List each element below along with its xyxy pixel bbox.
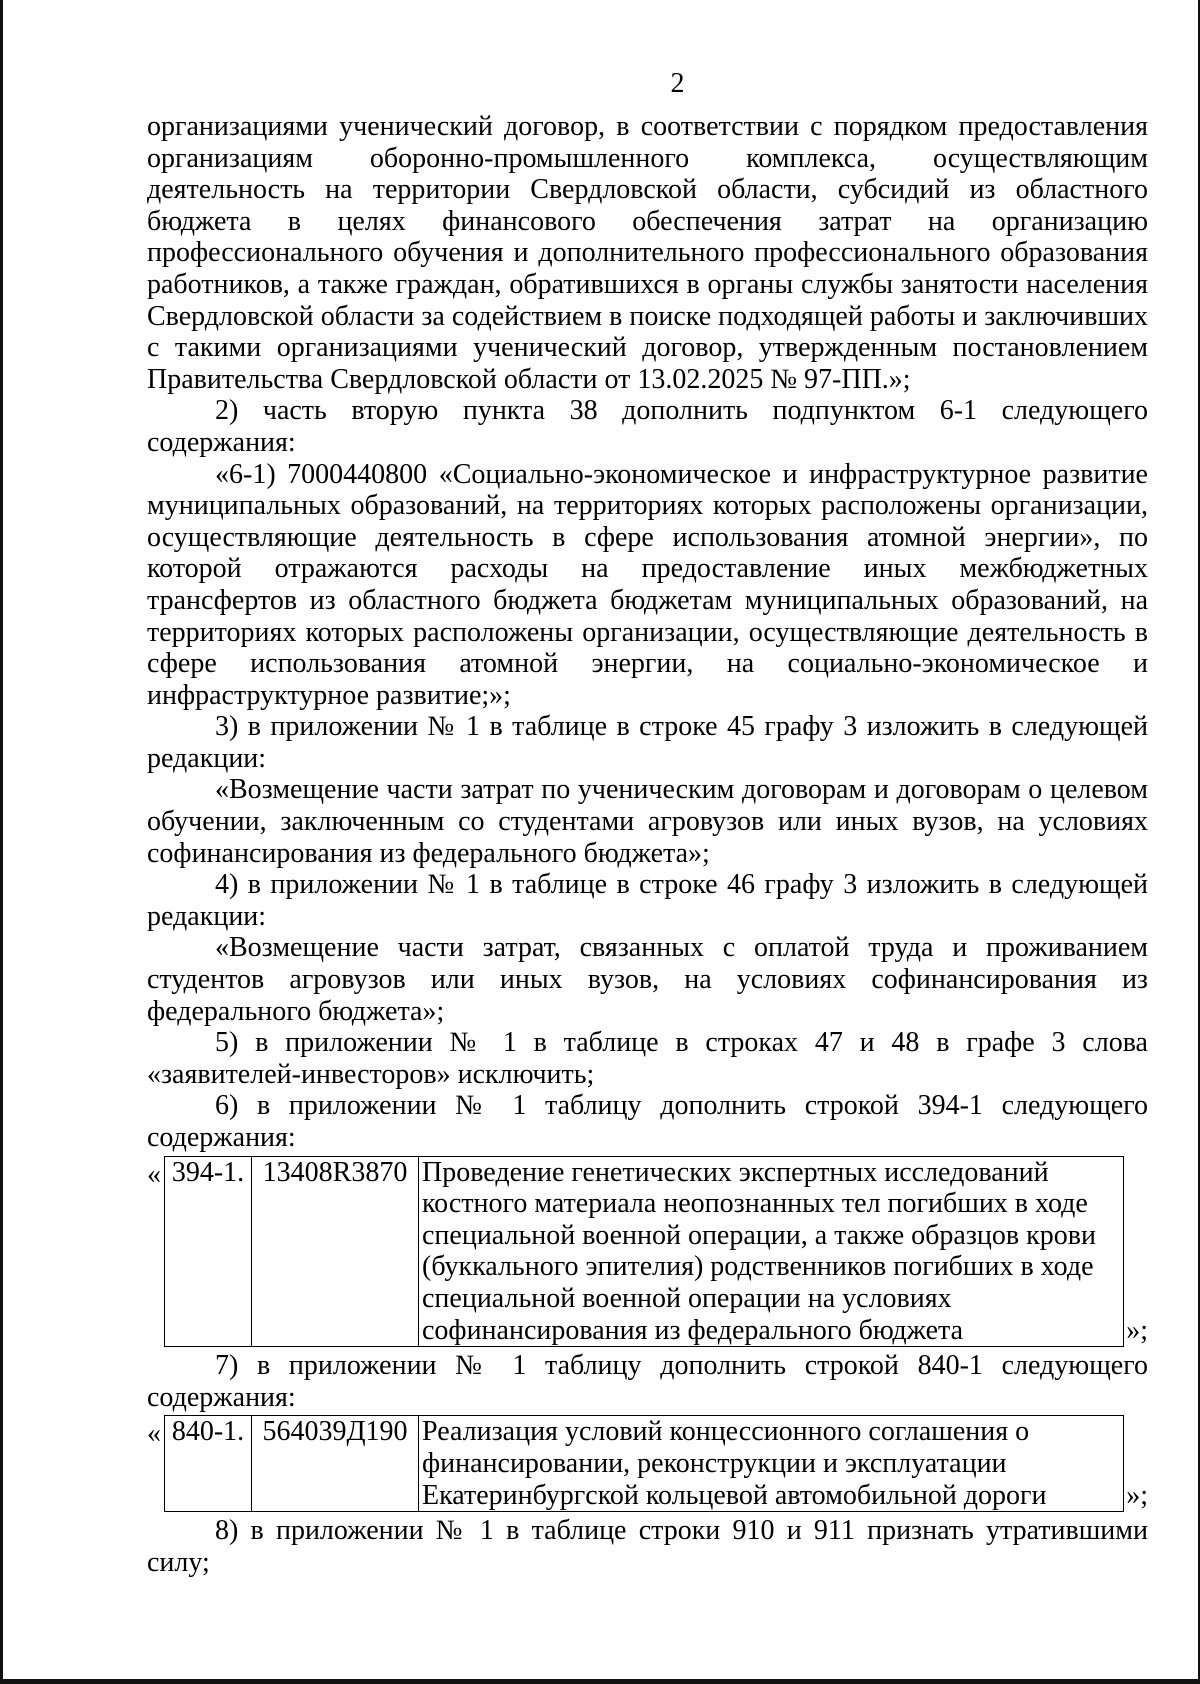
table-840-1 [164, 1415, 1124, 1512]
row-number-cell: 840-1. [165, 1416, 252, 1512]
table-close-quote: »; [1126, 1479, 1148, 1511]
paragraph-item-4: 4) в приложении № 1 в таблице в строке 46 графу 3 изложить в следующей редакции: [147, 869, 1148, 932]
inserted-table-840-1 [147, 1415, 1148, 1512]
paragraph-item-5: 5) в приложении № 1 в таблице в строках 47 и 48 в графе 3 слова «заявителей-инвесторов» исключить; [147, 1027, 1148, 1090]
budget-code-cell: 564039Д190 [252, 1416, 419, 1512]
paragraph-item-6: 6) в приложении № 1 таблицу дополнить строкой 394-1 следующего содержания: [147, 1090, 1148, 1153]
paragraph-item-3: 3) в приложении № 1 в таблице в строке 45 графу 3 изложить в следующей редакции: [147, 711, 1148, 774]
paragraph-item-3-quote: «Возмещение части затрат по ученическим договорам и договорам о целевом обучении, заключенным со студентами агровузов или иных вузов, на условиях софинансирования из федерального бюджета»; [147, 774, 1148, 869]
page-number: 2 [670, 68, 685, 99]
row-number-cell: 394-1. [165, 1156, 252, 1347]
table-394-1 [164, 1156, 1124, 1348]
paragraph-item-2-quote: «6-1) 7000440800 «Социально-экономическое и инфраструктурное развитие муниципальных образований, на территориях которых расположены организации, осуществляющие деятельность в сфере использования атомной энергии», по которой отражаются расходы на предоставление иных межбюджетных трансфертов из областного бюджета бюджетам муниципальных образований, на территориях которых расположены организации, осуществляющие деятельность в сфере использования атомной энергии, на социально-экономическое и инфраструктурное развитие;»; [147, 458, 1148, 711]
table-open-quote: « [147, 1418, 161, 1450]
table-close-quote: »; [1126, 1314, 1148, 1346]
paragraph-item-8: 8) в приложении № 1 в таблице строки 910 и 911 признать утратившими силу; [147, 1515, 1148, 1578]
scan-bottom-edge [0, 1679, 1200, 1684]
paragraph-item-4-quote: «Возмещение части затрат, связанных с оплатой труда и проживанием студентов агровузов или иных вузов, на условиях софинансирования из федерального бюджета»; [147, 932, 1148, 1027]
paragraph-item-7: 7) в приложении № 1 таблицу дополнить строкой 840-1 следующего содержания: [147, 1350, 1148, 1413]
table-row [165, 1416, 1124, 1512]
table-row [165, 1156, 1124, 1347]
description-cell: Проведение генетических экспертных исследований костного материала неопознанных тел погибших в ходе специальной военной операции, а также образцов крови (буккального эпителия) родственников погибших в ходе специальной военной операции на условиях софинансирования из федерального бюджета [419, 1156, 1124, 1347]
scan-left-edge [0, 0, 3, 1684]
paragraph-continuation: организациями ученический договор, в соответствии с порядком предоставления организациям оборонно-промышленного комплекса, осуществляющим деятельность на территории Свердловской области, субсидий из областного бюджета в целях финансового обеспечения затрат на организацию профессионального обучения и дополнительного профессионального образования работников, а также граждан, обратившихся в органы службы занятости населения Свердловской области за содействием в поиске подходящей работы и заключивших с такими организациями ученический договор, утвержденным постановлением Правительства Свердловской области от 13.02.2025 № 97-ПП.»; [147, 111, 1148, 395]
table-open-quote: « [147, 1158, 161, 1190]
budget-code-cell: 13408R3870 [252, 1156, 419, 1347]
inserted-table-394-1 [147, 1156, 1148, 1348]
description-cell: Реализация условий концессионного соглашения о финансировании, реконструкции и эксплуатации Екатеринбургской кольцевой автомобильной дороги [419, 1416, 1124, 1512]
document-body [147, 111, 1148, 1578]
paragraph-item-2: 2) часть вторую пункта 38 дополнить подпунктом 6-1 следующего содержания: [147, 395, 1148, 458]
